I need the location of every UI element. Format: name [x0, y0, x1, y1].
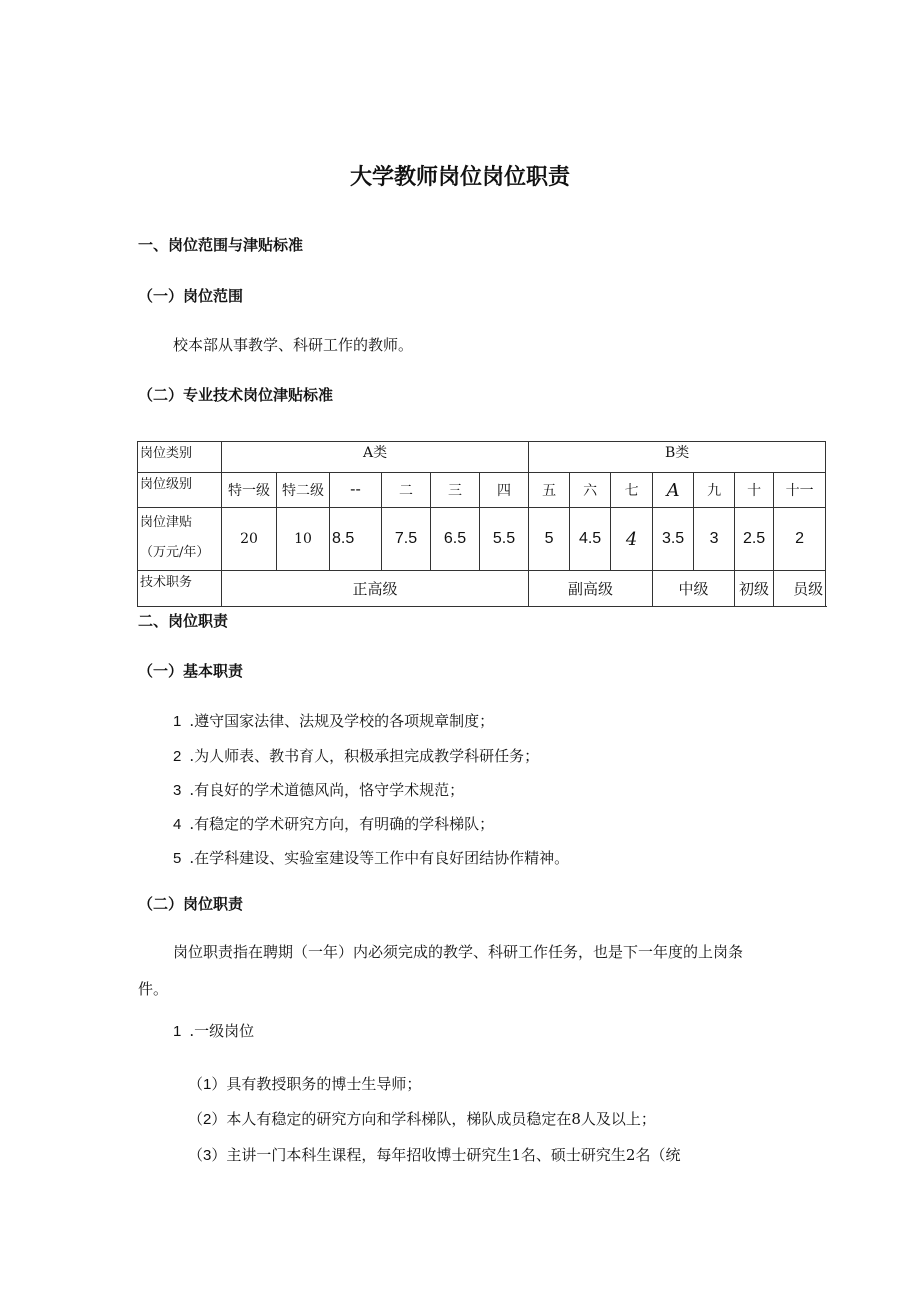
- row-label: [138, 508, 222, 571]
- row-label: 岗位级别: [138, 473, 222, 508]
- allowance-value: 5.5: [480, 508, 529, 571]
- row-label-line1: 岗位津贴: [140, 515, 193, 530]
- level-cell: --: [330, 473, 382, 508]
- category-a: A类: [222, 442, 529, 473]
- allowance-value: 20: [222, 508, 277, 571]
- level-cell: 特二级: [277, 473, 330, 508]
- allowance-value: 3.5: [653, 508, 694, 571]
- list-number: 4: [173, 816, 182, 833]
- section1-sub2-heading: （二）专业技术岗位津贴标准: [138, 386, 334, 404]
- row-label: 岗位类别: [138, 442, 222, 473]
- section2-sub1-heading: （一）基本职责: [138, 662, 244, 680]
- level-cell: 二: [382, 473, 431, 508]
- table-row: [138, 571, 826, 607]
- section1-sub1-heading: （一）岗位范围: [138, 287, 244, 305]
- allowance-value: 7.5: [382, 508, 431, 571]
- section1-heading: 一、岗位范围与津贴标准: [138, 236, 304, 254]
- item-text: ）本人有稳定的研究方向和学科梯队，梯队成员稳定在8人及以上；: [211, 1110, 656, 1128]
- level-cell: 九: [694, 473, 735, 508]
- allowance-value: 2: [774, 508, 826, 571]
- level-cell: 三: [431, 473, 480, 508]
- list-item: [173, 745, 539, 766]
- allowance-value: 5: [529, 508, 570, 571]
- row-label-line2: （万元/年）: [140, 545, 210, 560]
- level-number: 1: [173, 1023, 182, 1040]
- page-title: 大学教师岗位岗位职责: [349, 165, 570, 190]
- category-b: B类: [529, 442, 826, 473]
- title-cell: 员级: [774, 571, 826, 607]
- list-item: [173, 813, 494, 834]
- item-text: ）具有教授职务的博士生导师；: [211, 1075, 422, 1093]
- list-item: [173, 779, 464, 800]
- list-item: [188, 1108, 656, 1129]
- title-cell: 初级: [735, 571, 774, 607]
- level-cell: 七: [611, 473, 653, 508]
- list-text: .在学科建设、实验室建设等工作中有良好团结协作精神。: [189, 849, 570, 867]
- allowance-value: 8.5: [330, 508, 382, 571]
- item-number: 3: [203, 1147, 212, 1164]
- allowance-value: 4: [611, 508, 653, 571]
- list-number: 2: [173, 748, 182, 765]
- section2-sub2-heading: （二）岗位职责: [138, 895, 244, 913]
- duty-paragraph-line2: 件。: [138, 980, 169, 998]
- level-cell: 六: [570, 473, 611, 508]
- title-cell: 中级: [653, 571, 735, 607]
- allowance-value: 3: [694, 508, 735, 571]
- paren: （: [188, 1075, 204, 1093]
- list-number: 5: [173, 850, 182, 867]
- item-number: 1: [203, 1076, 212, 1093]
- list-number: 1: [173, 713, 182, 730]
- row-label: 技术职务: [138, 571, 222, 607]
- section1-sub1-text: 校本部从事教学、科研工作的教师。: [173, 336, 414, 354]
- level-cell: A: [653, 473, 694, 508]
- item-text: ）主讲一门本科生课程，每年招收博士研究生1名、硕士研究生2名（统: [211, 1146, 681, 1164]
- paren: （: [188, 1110, 204, 1128]
- table-row: [138, 473, 826, 508]
- title-cell: 正高级: [222, 571, 529, 607]
- list-item: [173, 847, 569, 868]
- level-text: .一级岗位: [189, 1022, 255, 1040]
- level-cell: 特一级: [222, 473, 277, 508]
- list-text: .遵守国家法律、法规及学校的各项规章制度；: [189, 712, 495, 730]
- list-text: .有稳定的学术研究方向，有明确的学科梯队；: [189, 815, 495, 833]
- table-row: [138, 508, 826, 571]
- section2-heading: 二、岗位职责: [138, 612, 229, 630]
- list-item: [188, 1144, 680, 1165]
- list-item: [173, 710, 494, 731]
- list-item: [188, 1073, 421, 1094]
- level-heading: [173, 1020, 254, 1041]
- level-cell: 四: [480, 473, 529, 508]
- table-row: [138, 442, 826, 473]
- duty-paragraph-line1: 岗位职责指在聘期（一年）内必须完成的教学、科研工作任务，也是下一年度的上岗条: [173, 943, 744, 961]
- list-number: 3: [173, 782, 182, 799]
- title-cell: 副高级: [529, 571, 653, 607]
- level-cell: 十: [735, 473, 774, 508]
- allowance-value: 4.5: [570, 508, 611, 571]
- item-number: 2: [203, 1111, 212, 1128]
- allowance-value: 6.5: [431, 508, 480, 571]
- allowance-value: 10: [277, 508, 330, 571]
- allowance-value: 2.5: [735, 508, 774, 571]
- allowance-table: [137, 441, 826, 607]
- list-text: .有良好的学术道德风尚，恪守学术规范；: [189, 781, 465, 799]
- paren: （: [188, 1146, 204, 1164]
- level-cell: 十一: [774, 473, 826, 508]
- level-cell: 五: [529, 473, 570, 508]
- list-text: .为人师表、教书育人，积极承担完成教学科研任务；: [189, 747, 540, 765]
